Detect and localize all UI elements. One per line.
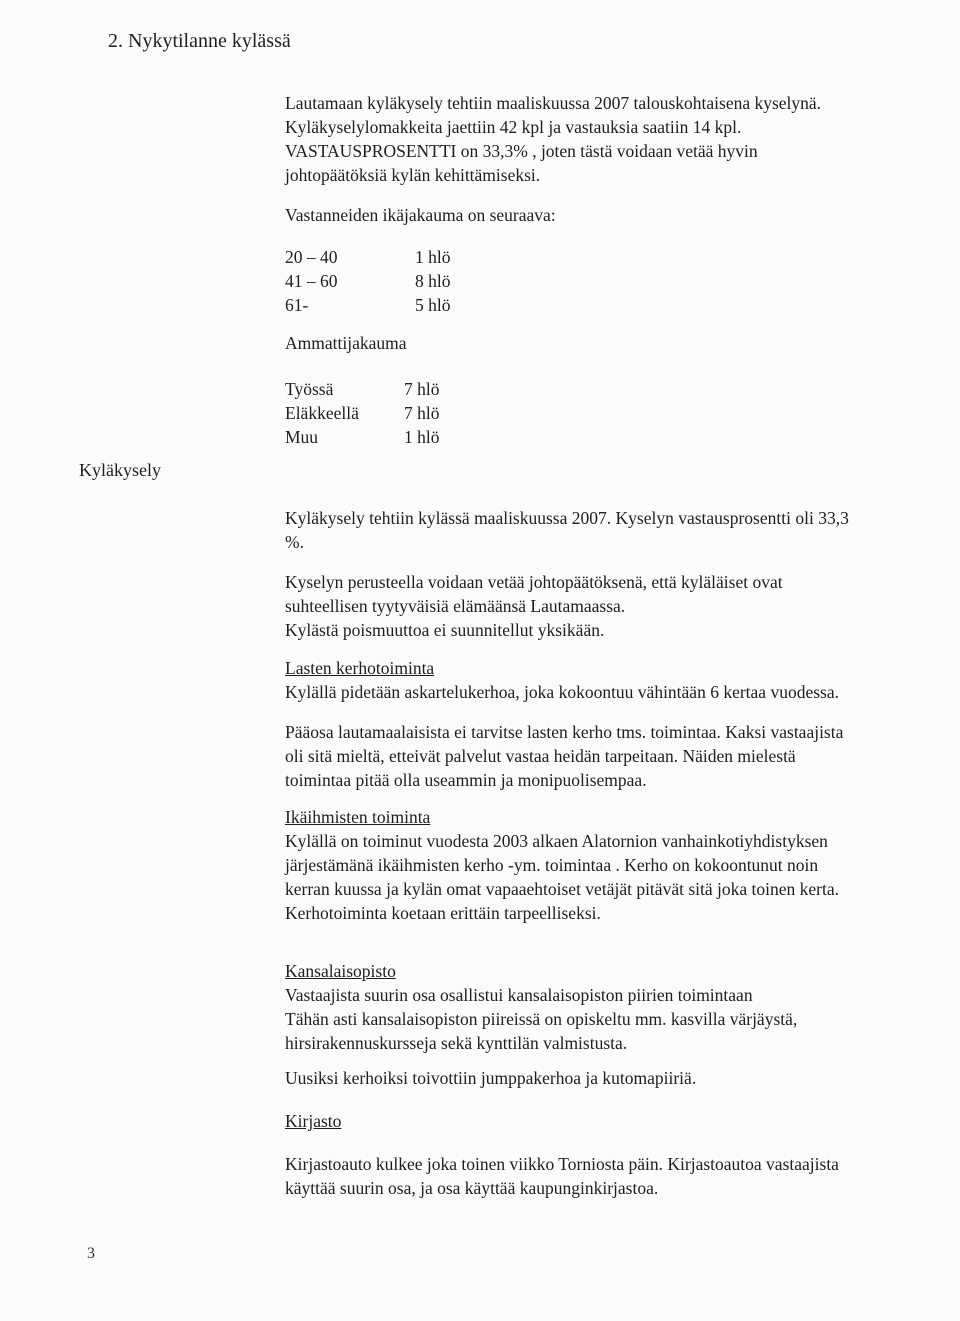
age-table xyxy=(285,245,451,317)
library-title xyxy=(285,1109,925,1133)
section-heading: 2. Nykytilanne kylässä xyxy=(108,30,291,52)
table-row xyxy=(285,269,451,293)
elderly-line: kerran kuussa ja kylän omat vapaaehtoiset vetäjät pitävät sitä joka toinen kerta. xyxy=(285,879,839,899)
age-range: 41 – 60 xyxy=(285,271,338,291)
intro-paragraph xyxy=(285,91,925,187)
occupation-table xyxy=(285,377,440,449)
occupation-label: Eläkkeellä xyxy=(285,403,359,423)
kids-club-text: Kylällä pidetään askartelukerhoa, joka kokoontuu vähintään 6 kertaa vuodessa. xyxy=(285,682,839,702)
table-row xyxy=(285,401,440,425)
occupation-count: 7 hlö xyxy=(404,379,440,399)
age-range: 20 – 40 xyxy=(285,247,338,267)
age-range: 61- xyxy=(285,295,309,315)
age-count: 1 hlö xyxy=(415,247,451,267)
library-line: käyttää suurin osa, ja osa käyttää kaupunginkirjastoa. xyxy=(285,1178,659,1198)
occupation-title: Ammattijakauma xyxy=(285,333,407,353)
kids-club-section xyxy=(285,656,925,704)
intro-line: Kyläkyselylomakkeita jaettiin 42 kpl ja vastauksia saatiin 14 kpl. xyxy=(285,117,742,137)
elderly-title: Ikäihmisten toiminta xyxy=(285,807,431,827)
conclusion-line: Kyselyn perusteella voidaan vetää johtopäätöksenä, että kyläläiset ovat xyxy=(285,572,783,592)
conclusion-line: Kylästä poismuuttoa ei suunnitellut yksikään. xyxy=(285,620,605,640)
occupation-label: Työssä xyxy=(285,379,334,399)
occupation-count: 7 hlö xyxy=(404,403,440,423)
elderly-line: Kylällä on toiminut vuodesta 2003 alkaen Alatornion vanhainkotiyhdistyksen xyxy=(285,831,828,851)
adult-ed-line: Vastaajista suurin osa osallistui kansalaisopiston piirien toimintaan xyxy=(285,985,753,1005)
conclusion-paragraph xyxy=(285,570,925,642)
kids-club-title: Lasten kerhotoiminta xyxy=(285,658,435,678)
age-count: 8 hlö xyxy=(415,271,451,291)
survey-paragraph xyxy=(285,506,925,554)
adult-ed-line: Tähän asti kansalaisopiston piireissä on opiskeltu mm. kasvilla värjäystä, xyxy=(285,1009,798,1029)
survey-line: Kyläkysely tehtiin kylässä maaliskuussa 2007. Kyselyn vastausprosentti oli 33,3 xyxy=(285,508,849,528)
kids-club-line: toimintaa pitää olla useammin ja monipuolisempaa. xyxy=(285,770,647,790)
elderly-line: Kerhotoiminta koetaan erittäin tarpeelliseksi. xyxy=(285,903,601,923)
occupation-label: Muu xyxy=(285,427,319,447)
adult-ed-title: Kansalaisopisto xyxy=(285,961,396,981)
adult-ed-section xyxy=(285,959,925,1055)
elderly-line: järjestämänä ikäihmisten kerho -ym. toimintaa . Kerho on kokoontunut noin xyxy=(285,855,819,875)
occupation-count: 1 hlö xyxy=(404,427,440,447)
library-paragraph xyxy=(285,1152,925,1200)
intro-line: VASTAUSPROSENTTI on 33,3% , joten tästä voidaan vetää hyvin xyxy=(285,141,758,161)
kids-club-line: Pääosa lautamaalaisista ei tarvitse lasten kerho tms. toimintaa. Kaksi vastaajista xyxy=(285,722,844,742)
age-count: 5 hlö xyxy=(415,295,451,315)
kids-club-paragraph xyxy=(285,720,925,792)
survey-line: %. xyxy=(285,532,304,552)
age-title: Vastanneiden ikäjakauma on seuraava: xyxy=(285,205,556,225)
table-row xyxy=(285,245,451,269)
table-row xyxy=(285,425,440,449)
intro-line: johtopäätöksiä kylän kehittämiseksi. xyxy=(285,165,541,185)
new-clubs-text: Uusiksi kerhoiksi toivottiin jumppakerhoa ja kutomapiiriä. xyxy=(285,1068,697,1088)
elderly-section xyxy=(285,805,925,925)
library-line: Kirjastoauto kulkee joka toinen viikko Torniosta päin. Kirjastoautoa vastaajista xyxy=(285,1154,839,1174)
side-label: Kyläkysely xyxy=(79,460,161,480)
kids-club-line: oli sitä mieltä, etteivät palvelut vastaa heidän tarpeitaan. Näiden mielestä xyxy=(285,746,796,766)
table-row xyxy=(285,377,440,401)
adult-ed-line: hirsirakennuskursseja sekä kynttilän valmistusta. xyxy=(285,1033,628,1053)
table-row xyxy=(285,293,451,317)
page-number: 3 xyxy=(87,1245,95,1262)
library-title-text: Kirjasto xyxy=(285,1111,342,1131)
intro-line: Lautamaan kyläkysely tehtiin maaliskuussa 2007 talouskohtaisena kyselynä. xyxy=(285,93,822,113)
conclusion-line: suhteellisen tyytyväisiä elämäänsä Lautamaassa. xyxy=(285,596,626,616)
